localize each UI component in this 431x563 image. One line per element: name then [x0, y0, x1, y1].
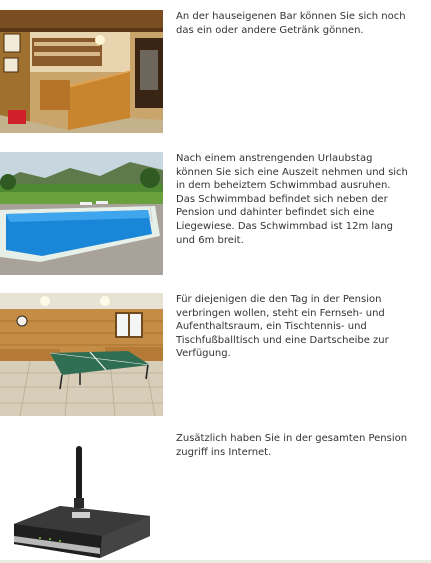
recreation-room-photo [0, 293, 163, 416]
pool-description: Nach einem anstrengenden Urlaubstag können Sie sich eine Auszeit nehmen und sich in dem beheiztem Schwimmbad ausruhen. Das Schwimmbad befindet sich neben der Pension und dahinter befindet sich eine Liegewiese. Das Schwimmbad ist 12m lang und 6m breit. [176, 153, 408, 246]
recreation-description: Für diejenigen die den Tag in der Pension verbringen wollen, steht ein Fernseh- und Aufenthaltsraum, ein Tischtennis- und Tischfußballtisch und eine Dartscheibe zur Verfügung. [176, 294, 389, 360]
internet-description: Zusätzlich haben Sie in der gesamten Pension zugriff ins Internet. [176, 433, 408, 458]
hotel-bar-photo [0, 10, 163, 133]
bar-description: An der hauseigenen Bar können Sie sich noch das ein oder andere Getränk gönnen. [176, 11, 406, 36]
wifi-router-photo [0, 432, 163, 560]
swimming-pool-photo [0, 152, 163, 275]
